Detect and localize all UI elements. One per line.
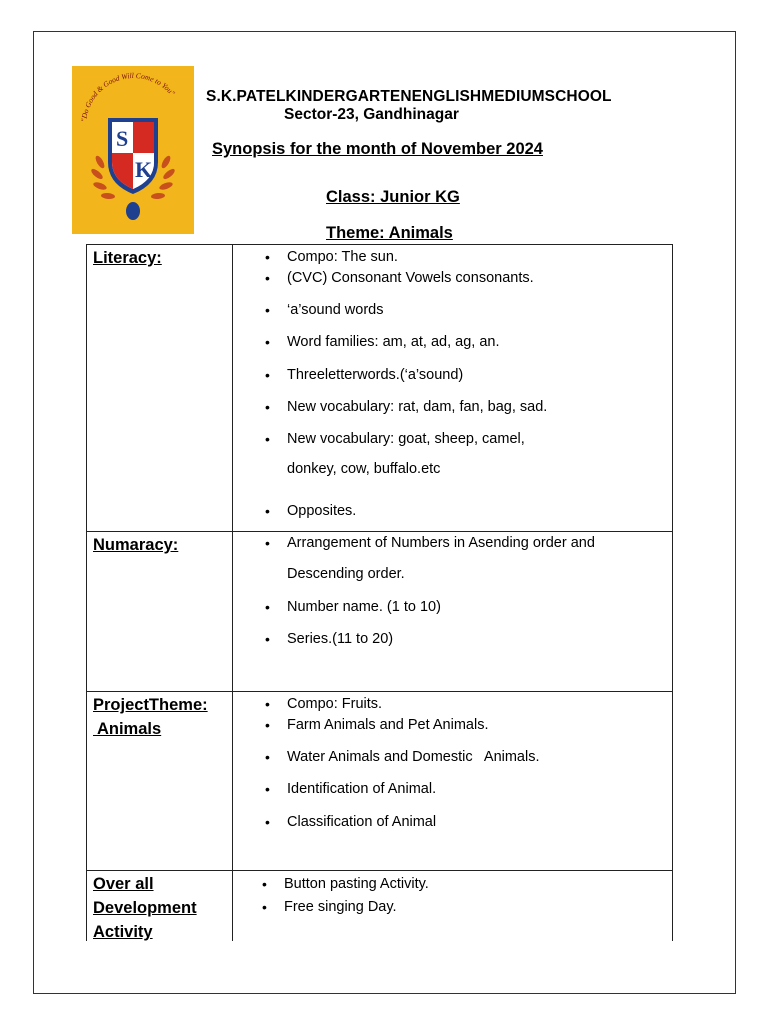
list-item: • Opposites.	[265, 503, 357, 519]
row-divider	[86, 870, 673, 871]
row-divider	[86, 531, 673, 532]
table-right-border	[672, 244, 673, 941]
bullet-icon: •	[265, 249, 270, 265]
list-item: • New vocabulary: goat, sheep, camel,	[265, 431, 525, 447]
bullet-icon: •	[265, 717, 270, 733]
logo-letter-s: S	[116, 126, 129, 151]
logo-motto: "Do Good & Good Will Come to You"	[79, 70, 177, 123]
bullet-icon: •	[265, 431, 270, 447]
table-top-border	[86, 244, 673, 245]
list-item: • Compo: Fruits.	[265, 696, 383, 712]
school-address: Sector-23, Gandhinagar	[284, 106, 459, 123]
column-divider	[232, 244, 233, 941]
bullet-icon: •	[262, 876, 267, 892]
bullet-icon: •	[265, 696, 270, 712]
bullet-icon: •	[262, 899, 267, 915]
list-item: • Number name. (1 to 10)	[265, 599, 441, 615]
bullet-icon: •	[265, 270, 270, 286]
row-label-numaracy: Numaracy:	[93, 536, 179, 554]
synopsis-title: Synopsis for the month of November 2024	[212, 140, 543, 158]
list-item-continuation: donkey, cow, buffalo.etc	[287, 461, 441, 477]
list-item: • ‘a’sound words	[265, 302, 384, 318]
logo-oval	[126, 202, 140, 220]
list-item: • Button pasting Activity.	[262, 876, 429, 892]
list-item: • Arrangement of Numbers in Asending order and	[265, 535, 595, 551]
row-divider	[86, 691, 673, 692]
bullet-icon: •	[265, 367, 270, 383]
bullet-icon: •	[265, 535, 270, 551]
bullet-icon: •	[265, 334, 270, 350]
school-logo	[72, 66, 194, 234]
row-label-project-theme: ProjectTheme: Animals	[93, 696, 208, 738]
bullet-icon: •	[265, 302, 270, 318]
class-label: Class: Junior KG	[326, 188, 460, 206]
theme-label: Theme: Animals	[326, 224, 453, 242]
list-item: • Water Animals and Domestic Animals.	[265, 749, 540, 765]
table-left-border	[86, 244, 87, 941]
list-item: • Compo: The sun.	[265, 249, 398, 265]
list-item: • Farm Animals and Pet Animals.	[265, 717, 489, 733]
bullet-icon: •	[265, 814, 270, 830]
row-label-overall-development: Over all Development Activity	[93, 875, 197, 941]
bullet-icon: •	[265, 503, 270, 519]
bullet-icon: •	[265, 599, 270, 615]
bullet-icon: •	[265, 399, 270, 415]
school-name: S.K.PATELKINDERGARTENENGLISHMEDIUMSCHOOL	[206, 88, 612, 105]
list-item: • Series.(11 to 20)	[265, 631, 394, 647]
list-item: • New vocabulary: rat, dam, fan, bag, sad.	[265, 399, 548, 415]
list-item: • (CVC) Consonant Vowels consonants.	[265, 270, 534, 286]
list-item: • Free singing Day.	[262, 899, 397, 915]
list-item: • Word families: am, at, ad, ag, an.	[265, 334, 500, 350]
list-item: • Identification of Animal.	[265, 781, 437, 797]
logo-letter-k: K	[135, 157, 153, 182]
bullet-icon: •	[265, 781, 270, 797]
bullet-icon: •	[265, 749, 270, 765]
list-item: • Threeletterwords.(‘a’sound)	[265, 367, 464, 383]
list-item-continuation: Descending order.	[287, 566, 405, 582]
row-label-literacy: Literacy:	[93, 249, 162, 267]
list-item: • Classification of Animal	[265, 814, 437, 830]
bullet-icon: •	[265, 631, 270, 647]
